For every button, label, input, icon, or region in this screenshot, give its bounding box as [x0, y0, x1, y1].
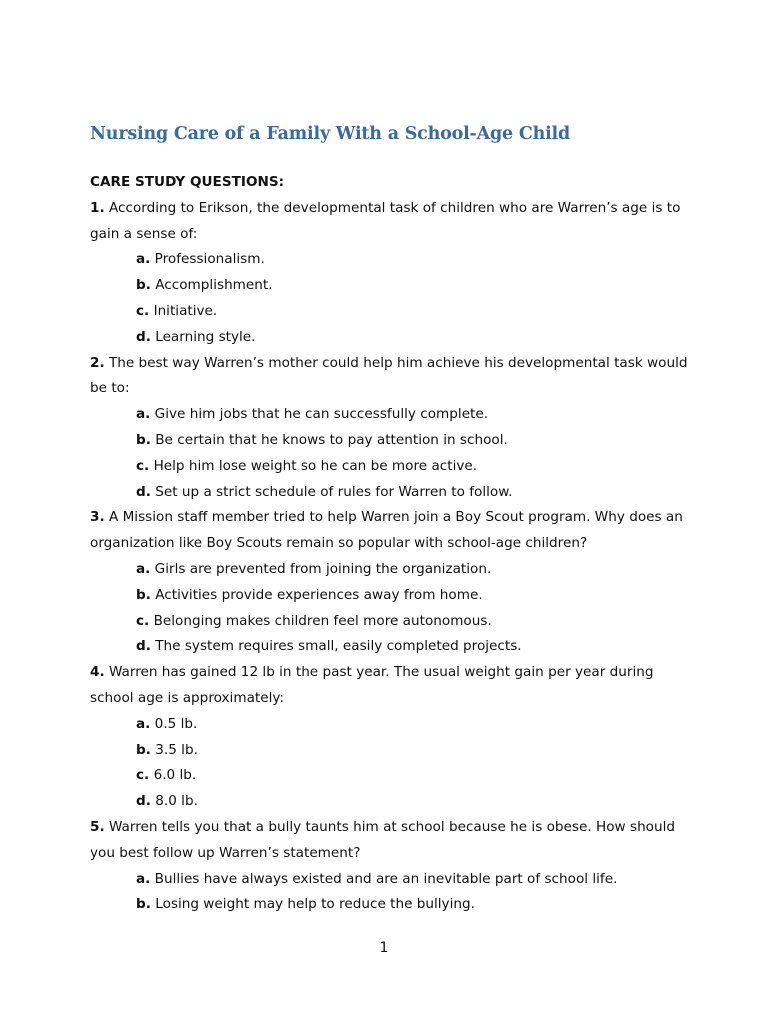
option-text: Set up a strict schedule of rules for Warren to follow. [155, 483, 513, 500]
question-number: 2. [90, 354, 105, 371]
question-text: According to Erikson, the developmental task of children who are Warren’s age is to gain a sense of: [90, 199, 681, 242]
option-text: Initiative. [153, 302, 218, 319]
option-letter: d. [136, 328, 151, 345]
option-text: 8.0 lb. [155, 793, 198, 810]
option-letter: c. [136, 302, 150, 319]
answer-option [90, 609, 690, 635]
option-text: Learning style. [155, 328, 256, 345]
answer-option [90, 712, 690, 738]
answer-option [90, 402, 690, 428]
question-number: 1. [90, 199, 105, 216]
answer-option [90, 247, 690, 273]
option-letter: b. [136, 896, 151, 913]
option-text: Accomplishment. [155, 277, 273, 294]
option-letter: c. [136, 767, 150, 784]
option-letter: c. [136, 612, 150, 629]
answer-option [90, 557, 690, 583]
question-text: A Mission staff member tried to help Warren join a Boy Scout program. Why does an organization like Boy Scouts remain so popular with school-age children? [90, 509, 683, 552]
section-heading: CARE STUDY QUESTIONS: [90, 174, 285, 190]
question-number: 5. [90, 818, 105, 835]
answer-option [90, 763, 690, 789]
answer-option [90, 789, 690, 815]
answer-option [90, 325, 690, 351]
option-letter: c. [136, 457, 150, 474]
question-4 [90, 660, 690, 712]
option-text: Losing weight may help to reduce the bullying. [155, 896, 475, 913]
option-text: 0.5 lb. [154, 715, 198, 732]
answer-option [90, 892, 690, 918]
answer-option [90, 273, 690, 299]
answer-option [90, 299, 690, 325]
option-text: 6.0 lb. [153, 767, 197, 784]
option-letter: a. [136, 870, 151, 887]
question-text: Warren has gained 12 lb in the past year. The usual weight gain per year during school age is approximately: [90, 664, 654, 706]
option-text: 3.5 lb. [155, 741, 198, 758]
option-text: Be certain that he knows to pay attention in school. [155, 431, 508, 448]
option-text: Bullies have always existed and are an inevitable part of school life. [154, 870, 618, 887]
option-text: The system requires small, easily completed projects. [155, 638, 522, 655]
question-text: Warren tells you that a bully taunts him at school because he is obese. How should you best follow up Warren’s statement? [90, 818, 676, 861]
option-letter: d. [136, 483, 151, 500]
option-text: Help him lose weight so he can be more active. [153, 457, 478, 474]
option-letter: b. [136, 586, 151, 603]
answer-option [90, 583, 690, 609]
question-1 [90, 196, 690, 248]
question-text: The best way Warren’s mother could help him achieve his developmental task would be to: [90, 354, 688, 397]
option-text: Belonging makes children feel more autonomous. [153, 612, 492, 629]
document-body [90, 170, 690, 918]
question-number: 3. [90, 509, 105, 526]
option-letter: a. [136, 715, 151, 732]
option-text: Activities provide experiences away from home. [155, 586, 483, 603]
answer-option [90, 738, 690, 764]
option-letter: b. [136, 741, 151, 758]
question-2 [90, 351, 690, 403]
page-number: 1 [379, 940, 389, 956]
answer-option [90, 634, 690, 660]
option-letter: a. [136, 560, 151, 577]
question-5 [90, 815, 690, 867]
option-letter: d. [136, 638, 151, 655]
option-text: Girls are prevented from joining the organization. [154, 560, 492, 577]
option-letter: b. [136, 277, 151, 294]
option-letter: a. [136, 251, 151, 268]
question-number: 4. [90, 664, 105, 681]
option-letter: a. [136, 406, 151, 423]
option-letter: d. [136, 793, 151, 810]
answer-option [90, 480, 690, 506]
option-text: Give him jobs that he can successfully complete. [154, 406, 489, 423]
answer-option [90, 454, 690, 480]
answer-option [90, 867, 690, 893]
option-text: Professionalism. [154, 251, 265, 268]
document-title: Nursing Care of a Family With a School-Age Child [90, 124, 571, 144]
question-3 [90, 505, 690, 557]
option-letter: b. [136, 431, 151, 448]
answer-option [90, 428, 690, 454]
